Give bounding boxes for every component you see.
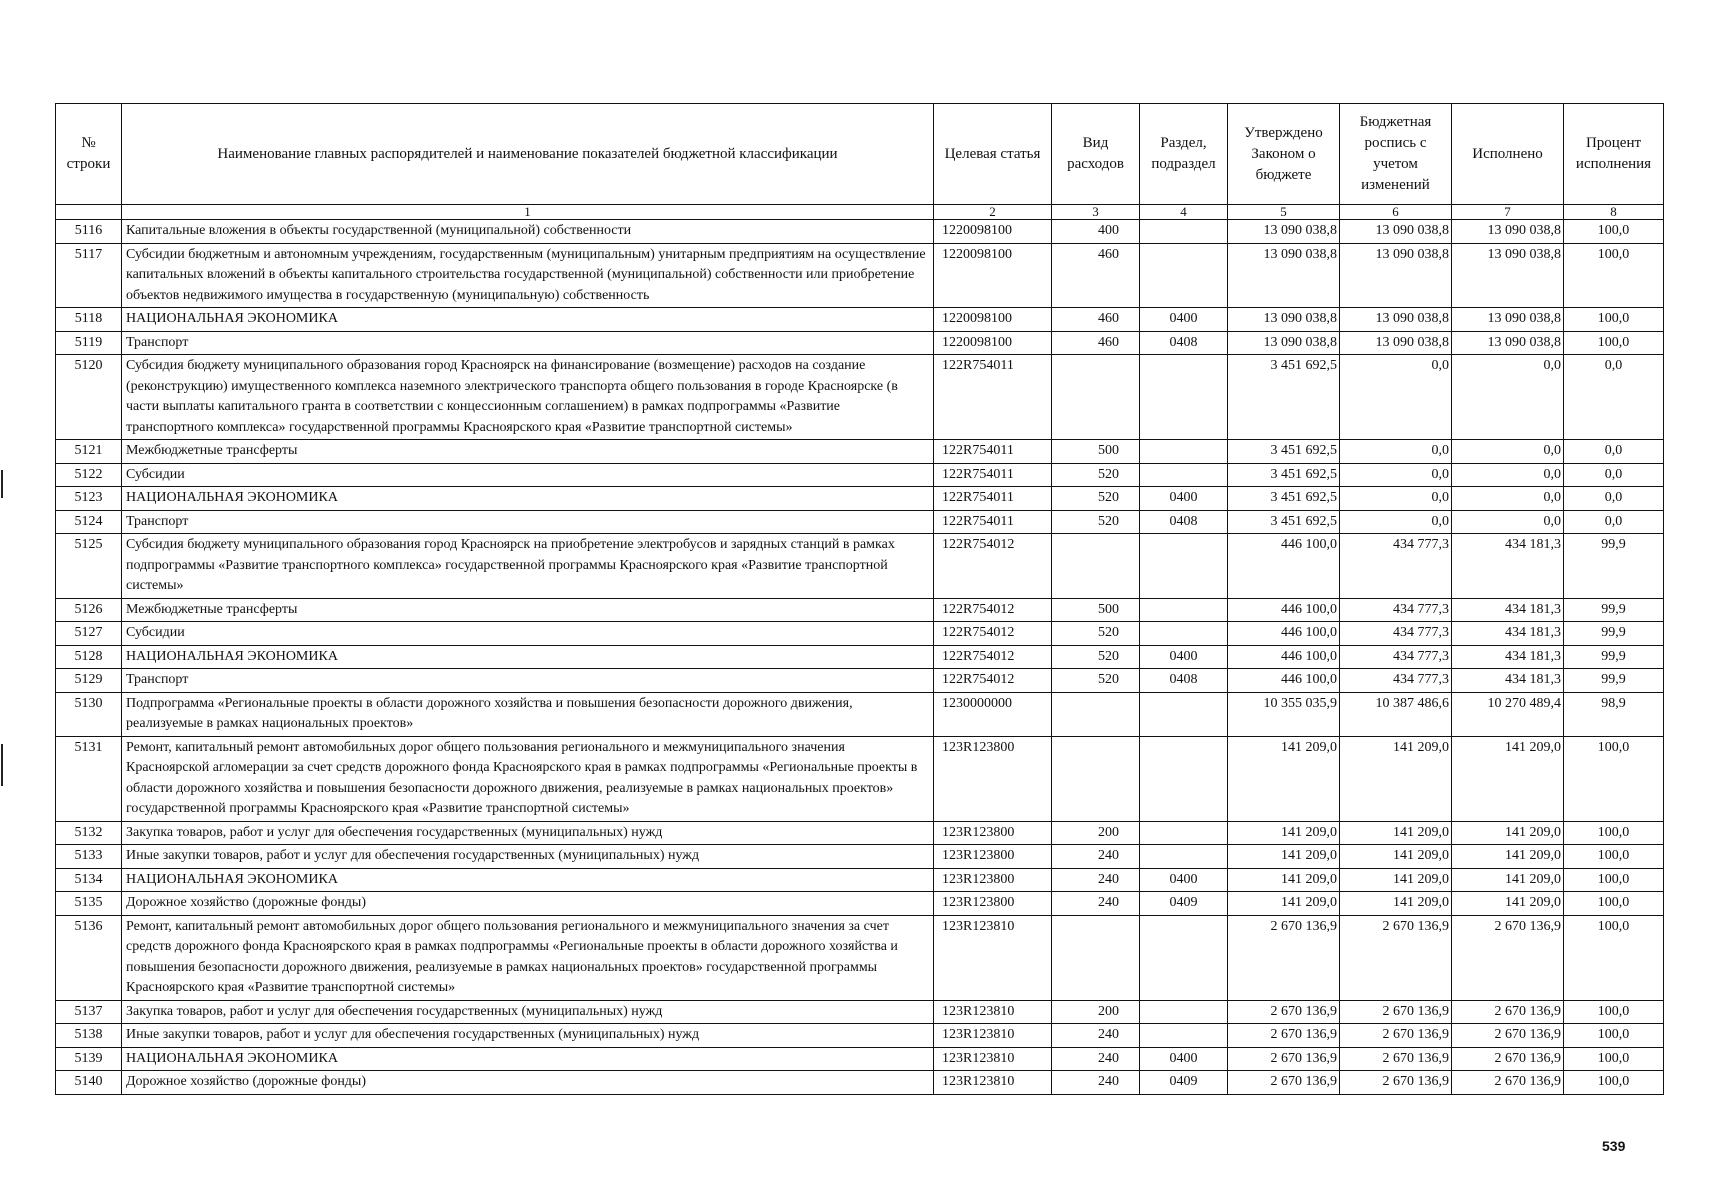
cell-section-subsection <box>1140 598 1228 622</box>
table-row <box>56 534 1664 599</box>
cell-section-subsection <box>1140 692 1228 736</box>
cell-budget-schedule: 2 670 136,9 <box>1340 1000 1452 1024</box>
cell-execution-percent: 100,0 <box>1564 1071 1664 1095</box>
cell-target-article: 122R754011 <box>934 463 1052 487</box>
cell-approved-by-law: 10 355 035,9 <box>1228 692 1340 736</box>
cell-expense-type: 500 <box>1052 440 1140 464</box>
cell-approved-by-law: 141 209,0 <box>1228 845 1340 869</box>
cell-approved-by-law: 2 670 136,9 <box>1228 1071 1340 1095</box>
cell-section-subsection: 0409 <box>1140 892 1228 916</box>
cell-target-article: 122R754011 <box>934 355 1052 440</box>
table-row <box>56 622 1664 646</box>
cell-indicator-name: Капитальные вложения в объекты государственной (муниципальной) собственности <box>122 220 934 244</box>
table-row <box>56 308 1664 332</box>
cell-row-number: 5123 <box>56 487 122 511</box>
page-number: 539 <box>1602 1138 1626 1154</box>
cell-budget-schedule: 434 777,3 <box>1340 622 1452 646</box>
cell-row-number: 5132 <box>56 821 122 845</box>
cell-approved-by-law: 446 100,0 <box>1228 645 1340 669</box>
column-number-section-subsection: 4 <box>1140 205 1228 220</box>
cell-approved-by-law: 446 100,0 <box>1228 669 1340 693</box>
cell-budget-schedule: 0,0 <box>1340 510 1452 534</box>
table-body <box>56 220 1664 1095</box>
cell-budget-schedule: 141 209,0 <box>1340 845 1452 869</box>
cell-budget-schedule: 0,0 <box>1340 440 1452 464</box>
cell-executed: 2 670 136,9 <box>1452 1071 1564 1095</box>
cell-row-number: 5122 <box>56 463 122 487</box>
column-number-executed: 7 <box>1452 205 1564 220</box>
cell-section-subsection: 0400 <box>1140 308 1228 332</box>
column-number-approved-by-law: 5 <box>1228 205 1340 220</box>
cell-execution-percent: 100,0 <box>1564 243 1664 308</box>
cell-target-article: 122R754012 <box>934 622 1052 646</box>
cell-execution-percent: 100,0 <box>1564 821 1664 845</box>
cell-expense-type <box>1052 692 1140 736</box>
cell-executed: 141 209,0 <box>1452 892 1564 916</box>
cell-row-number: 5140 <box>56 1071 122 1095</box>
cell-expense-type: 500 <box>1052 598 1140 622</box>
cell-section-subsection <box>1140 845 1228 869</box>
cell-indicator-name: НАЦИОНАЛЬНАЯ ЭКОНОМИКА <box>122 868 934 892</box>
cell-section-subsection <box>1140 1024 1228 1048</box>
cell-section-subsection <box>1140 1000 1228 1024</box>
cell-executed: 434 181,3 <box>1452 645 1564 669</box>
cell-target-article: 122R754012 <box>934 598 1052 622</box>
cell-budget-schedule: 10 387 486,6 <box>1340 692 1452 736</box>
cell-approved-by-law: 141 209,0 <box>1228 736 1340 821</box>
table-row <box>56 220 1664 244</box>
cell-indicator-name: Дорожное хозяйство (дорожные фонды) <box>122 1071 934 1095</box>
cell-target-article: 122R754011 <box>934 487 1052 511</box>
cell-approved-by-law: 3 451 692,5 <box>1228 440 1340 464</box>
cell-row-number: 5129 <box>56 669 122 693</box>
cell-expense-type: 520 <box>1052 622 1140 646</box>
cell-section-subsection <box>1140 534 1228 599</box>
cell-execution-percent: 98,9 <box>1564 692 1664 736</box>
cell-approved-by-law: 446 100,0 <box>1228 622 1340 646</box>
cell-section-subsection: 0400 <box>1140 868 1228 892</box>
cell-execution-percent: 99,9 <box>1564 622 1664 646</box>
cell-budget-schedule: 434 777,3 <box>1340 645 1452 669</box>
cell-indicator-name: НАЦИОНАЛЬНАЯ ЭКОНОМИКА <box>122 487 934 511</box>
cell-section-subsection <box>1140 915 1228 1000</box>
table-row <box>56 669 1664 693</box>
column-number-target-article: 2 <box>934 205 1052 220</box>
cell-executed: 0,0 <box>1452 440 1564 464</box>
cell-indicator-name: Субсидия бюджету муниципального образования город Красноярск на финансирование (возмещение) расходов на создание (реконструкцию) имущественного комплекса наземного электрического транспорта общего пользования в городе Красноярске (в части выплаты капитального гранта в соответствии с концессионным соглашением) в рамках подпрограммы «Развитие транспортного комплекса» государственной программы Красноярского края «Развитие транспортной системы» <box>122 355 934 440</box>
cell-execution-percent: 100,0 <box>1564 736 1664 821</box>
cell-section-subsection: 0408 <box>1140 510 1228 534</box>
cell-budget-schedule: 13 090 038,8 <box>1340 220 1452 244</box>
header-expense-type: Вид расходов <box>1052 104 1140 205</box>
table-row <box>56 331 1664 355</box>
cell-row-number: 5116 <box>56 220 122 244</box>
cell-executed: 2 670 136,9 <box>1452 1047 1564 1071</box>
cell-execution-percent: 99,9 <box>1564 645 1664 669</box>
cell-indicator-name: Дорожное хозяйство (дорожные фонды) <box>122 892 934 916</box>
cell-target-article: 123R123810 <box>934 915 1052 1000</box>
column-number-budget-schedule: 6 <box>1340 205 1452 220</box>
cell-executed: 434 181,3 <box>1452 598 1564 622</box>
cell-indicator-name: Закупка товаров, работ и услуг для обеспечения государственных (муниципальных) нужд <box>122 1000 934 1024</box>
column-number-row-number <box>56 205 122 220</box>
cell-section-subsection: 0409 <box>1140 1071 1228 1095</box>
cell-executed: 2 670 136,9 <box>1452 1024 1564 1048</box>
cell-approved-by-law: 13 090 038,8 <box>1228 308 1340 332</box>
cell-target-article: 122R754012 <box>934 645 1052 669</box>
cell-indicator-name: Субсидии <box>122 463 934 487</box>
cell-target-article: 1220098100 <box>934 331 1052 355</box>
table-row <box>56 1000 1664 1024</box>
cell-expense-type <box>1052 534 1140 599</box>
cell-executed: 141 209,0 <box>1452 821 1564 845</box>
cell-budget-schedule: 13 090 038,8 <box>1340 308 1452 332</box>
cell-expense-type: 460 <box>1052 308 1140 332</box>
column-number-expense-type: 3 <box>1052 205 1140 220</box>
table-row <box>56 355 1664 440</box>
cell-indicator-name: Подпрограмма «Региональные проекты в области дорожного хозяйства и повышения безопасности дорожного движения, реализуемые в рамках национальных проектов» <box>122 692 934 736</box>
cell-target-article: 1220098100 <box>934 308 1052 332</box>
cell-section-subsection: 0408 <box>1140 331 1228 355</box>
cell-indicator-name: Субсидия бюджету муниципального образования город Красноярск на приобретение электробусов и зарядных станций в рамках подпрограммы «Развитие транспортного комплекса» государственной программы Красноярского края «Развитие транспортной системы» <box>122 534 934 599</box>
cell-target-article: 123R123800 <box>934 868 1052 892</box>
cell-row-number: 5136 <box>56 915 122 1000</box>
header-section-subsection: Раздел, подраздел <box>1140 104 1228 205</box>
table-row <box>56 1047 1664 1071</box>
cell-section-subsection <box>1140 622 1228 646</box>
cell-section-subsection <box>1140 243 1228 308</box>
budget-execution-table <box>55 103 1664 1095</box>
cell-executed: 141 209,0 <box>1452 736 1564 821</box>
cell-approved-by-law: 2 670 136,9 <box>1228 1047 1340 1071</box>
cell-execution-percent: 100,0 <box>1564 1000 1664 1024</box>
cell-indicator-name: Субсидии бюджетным и автономным учреждениям, государственным (муниципальным) унитарным предприятиям на осуществление капитальных вложений в объекты капитального строительства государственной (муниципальной) собственности или приобретение объектов недвижимого имущества в государственную (муниципальную) собственность <box>122 243 934 308</box>
cell-expense-type <box>1052 736 1140 821</box>
cell-expense-type: 240 <box>1052 868 1140 892</box>
cell-target-article: 1230000000 <box>934 692 1052 736</box>
cell-executed: 13 090 038,8 <box>1452 331 1564 355</box>
cell-section-subsection: 0400 <box>1140 1047 1228 1071</box>
cell-execution-percent: 99,9 <box>1564 598 1664 622</box>
cell-approved-by-law: 2 670 136,9 <box>1228 915 1340 1000</box>
cell-expense-type: 200 <box>1052 821 1140 845</box>
cell-expense-type: 520 <box>1052 510 1140 534</box>
cell-executed: 13 090 038,8 <box>1452 243 1564 308</box>
table-row <box>56 1024 1664 1048</box>
cell-approved-by-law: 3 451 692,5 <box>1228 355 1340 440</box>
cell-approved-by-law: 446 100,0 <box>1228 598 1340 622</box>
cell-row-number: 5135 <box>56 892 122 916</box>
cell-row-number: 5133 <box>56 845 122 869</box>
cell-execution-percent: 100,0 <box>1564 1047 1664 1071</box>
cell-expense-type: 240 <box>1052 892 1140 916</box>
column-number-indicator-name: 1 <box>122 205 934 220</box>
header-executed: Исполнено <box>1452 104 1564 205</box>
cell-budget-schedule: 141 209,0 <box>1340 868 1452 892</box>
cell-section-subsection <box>1140 355 1228 440</box>
cell-row-number: 5137 <box>56 1000 122 1024</box>
cell-indicator-name: Транспорт <box>122 510 934 534</box>
cell-execution-percent: 0,0 <box>1564 487 1664 511</box>
header-indicator-name: Наименование главных распорядителей и наименование показателей бюджетной классификации <box>122 104 934 205</box>
cell-executed: 434 181,3 <box>1452 669 1564 693</box>
cell-budget-schedule: 2 670 136,9 <box>1340 1047 1452 1071</box>
cell-row-number: 5117 <box>56 243 122 308</box>
cell-approved-by-law: 141 209,0 <box>1228 868 1340 892</box>
table-row <box>56 1071 1664 1095</box>
cell-target-article: 122R754012 <box>934 534 1052 599</box>
cell-budget-schedule: 141 209,0 <box>1340 892 1452 916</box>
cell-target-article: 122R754011 <box>934 440 1052 464</box>
cell-section-subsection <box>1140 440 1228 464</box>
cell-approved-by-law: 13 090 038,8 <box>1228 243 1340 308</box>
cell-section-subsection <box>1140 821 1228 845</box>
cell-budget-schedule: 434 777,3 <box>1340 534 1452 599</box>
cell-budget-schedule: 434 777,3 <box>1340 598 1452 622</box>
cell-expense-type: 240 <box>1052 1071 1140 1095</box>
cell-executed: 141 209,0 <box>1452 845 1564 869</box>
cell-execution-percent: 100,0 <box>1564 220 1664 244</box>
cell-budget-schedule: 2 670 136,9 <box>1340 915 1452 1000</box>
cell-section-subsection <box>1140 736 1228 821</box>
cell-budget-schedule: 0,0 <box>1340 487 1452 511</box>
cell-target-article: 123R123800 <box>934 892 1052 916</box>
cell-indicator-name: Ремонт, капитальный ремонт автомобильных дорог общего пользования регионального и межмуниципального значения Красноярской агломерации за счет средств дорожного фонда Красноярского края в рамках подпрограммы «Региональные проекты в области дорожного хозяйства и повышения безопасности дорожного движения, реализуемые в рамках национальных проектов» государственной программы Красноярского края «Развитие транспортной системы» <box>122 736 934 821</box>
cell-execution-percent: 0,0 <box>1564 510 1664 534</box>
cell-executed: 434 181,3 <box>1452 534 1564 599</box>
cell-target-article: 122R754011 <box>934 510 1052 534</box>
cell-expense-type: 520 <box>1052 487 1140 511</box>
cell-section-subsection <box>1140 463 1228 487</box>
cell-expense-type: 520 <box>1052 669 1140 693</box>
cell-approved-by-law: 141 209,0 <box>1228 821 1340 845</box>
cell-row-number: 5134 <box>56 868 122 892</box>
cell-row-number: 5124 <box>56 510 122 534</box>
cell-expense-type: 400 <box>1052 220 1140 244</box>
table-row <box>56 645 1664 669</box>
cell-expense-type: 240 <box>1052 1024 1140 1048</box>
cell-approved-by-law: 2 670 136,9 <box>1228 1000 1340 1024</box>
cell-execution-percent: 0,0 <box>1564 355 1664 440</box>
cell-indicator-name: Субсидии <box>122 622 934 646</box>
table-row <box>56 821 1664 845</box>
cell-execution-percent: 99,9 <box>1564 669 1664 693</box>
cell-target-article: 1220098100 <box>934 220 1052 244</box>
cell-row-number: 5127 <box>56 622 122 646</box>
table-row <box>56 868 1664 892</box>
header-budget-schedule: Бюджетная роспись с учетом изменений <box>1340 104 1452 205</box>
table-row <box>56 915 1664 1000</box>
cell-row-number: 5126 <box>56 598 122 622</box>
cell-section-subsection <box>1140 220 1228 244</box>
cell-approved-by-law: 13 090 038,8 <box>1228 220 1340 244</box>
cell-target-article: 123R123800 <box>934 845 1052 869</box>
cell-indicator-name: Транспорт <box>122 331 934 355</box>
cell-row-number: 5120 <box>56 355 122 440</box>
cell-target-article: 123R123810 <box>934 1024 1052 1048</box>
cell-indicator-name: Иные закупки товаров, работ и услуг для обеспечения государственных (муниципальных) нужд <box>122 1024 934 1048</box>
cell-approved-by-law: 446 100,0 <box>1228 534 1340 599</box>
cell-execution-percent: 0,0 <box>1564 463 1664 487</box>
cell-executed: 141 209,0 <box>1452 868 1564 892</box>
cell-budget-schedule: 2 670 136,9 <box>1340 1024 1452 1048</box>
budget-execution-table-sheet <box>55 103 1664 1095</box>
cell-target-article: 123R123800 <box>934 736 1052 821</box>
cell-executed: 13 090 038,8 <box>1452 220 1564 244</box>
cell-execution-percent: 0,0 <box>1564 440 1664 464</box>
cell-executed: 0,0 <box>1452 487 1564 511</box>
cell-target-article: 123R123810 <box>934 1000 1052 1024</box>
cell-row-number: 5128 <box>56 645 122 669</box>
cell-indicator-name: Межбюджетные трансферты <box>122 440 934 464</box>
cell-budget-schedule: 0,0 <box>1340 463 1452 487</box>
table-row <box>56 463 1664 487</box>
cell-section-subsection: 0400 <box>1140 487 1228 511</box>
cell-indicator-name: НАЦИОНАЛЬНАЯ ЭКОНОМИКА <box>122 1047 934 1071</box>
cell-execution-percent: 100,0 <box>1564 915 1664 1000</box>
cell-execution-percent: 99,9 <box>1564 534 1664 599</box>
cell-row-number: 5139 <box>56 1047 122 1071</box>
cell-budget-schedule: 13 090 038,8 <box>1340 243 1452 308</box>
table-row <box>56 598 1664 622</box>
cell-target-article: 123R123810 <box>934 1071 1052 1095</box>
cell-budget-schedule: 141 209,0 <box>1340 736 1452 821</box>
table-row <box>56 692 1664 736</box>
cell-indicator-name: Межбюджетные трансферты <box>122 598 934 622</box>
cell-approved-by-law: 3 451 692,5 <box>1228 463 1340 487</box>
cell-indicator-name: Иные закупки товаров, работ и услуг для обеспечения государственных (муниципальных) нужд <box>122 845 934 869</box>
header-approved-by-law: Утверждено Законом о бюджете <box>1228 104 1340 205</box>
cell-expense-type: 240 <box>1052 1047 1140 1071</box>
cell-indicator-name: Ремонт, капитальный ремонт автомобильных дорог общего пользования регионального и межмуниципального значения за счет средств дорожного фонда Красноярского края в рамках подпрограммы «Региональные проекты в области дорожного хозяйства и повышения безопасности дорожного движения, реализуемые в рамках национальных проектов» государственной программы Красноярского края «Развитие транспортной системы» <box>122 915 934 1000</box>
cell-budget-schedule: 0,0 <box>1340 355 1452 440</box>
table-row <box>56 487 1664 511</box>
cell-executed: 0,0 <box>1452 510 1564 534</box>
cell-approved-by-law: 3 451 692,5 <box>1228 510 1340 534</box>
cell-target-article: 123R123810 <box>934 1047 1052 1071</box>
table-row <box>56 510 1664 534</box>
cell-approved-by-law: 3 451 692,5 <box>1228 487 1340 511</box>
cell-row-number: 5119 <box>56 331 122 355</box>
cell-row-number: 5131 <box>56 736 122 821</box>
cell-execution-percent: 100,0 <box>1564 1024 1664 1048</box>
cell-indicator-name: Закупка товаров, работ и услуг для обеспечения государственных (муниципальных) нужд <box>122 821 934 845</box>
scan-edge-mark <box>1 744 3 786</box>
cell-expense-type: 460 <box>1052 243 1140 308</box>
column-number-execution-percent: 8 <box>1564 205 1664 220</box>
cell-expense-type: 200 <box>1052 1000 1140 1024</box>
cell-expense-type <box>1052 915 1140 1000</box>
cell-executed: 434 181,3 <box>1452 622 1564 646</box>
cell-target-article: 123R123800 <box>934 821 1052 845</box>
cell-executed: 0,0 <box>1452 463 1564 487</box>
cell-section-subsection: 0408 <box>1140 669 1228 693</box>
cell-approved-by-law: 2 670 136,9 <box>1228 1024 1340 1048</box>
cell-indicator-name: Транспорт <box>122 669 934 693</box>
cell-row-number: 5125 <box>56 534 122 599</box>
cell-approved-by-law: 13 090 038,8 <box>1228 331 1340 355</box>
cell-indicator-name: НАЦИОНАЛЬНАЯ ЭКОНОМИКА <box>122 308 934 332</box>
cell-executed: 2 670 136,9 <box>1452 915 1564 1000</box>
cell-executed: 13 090 038,8 <box>1452 308 1564 332</box>
header-execution-percent: Процент исполнения <box>1564 104 1664 205</box>
cell-execution-percent: 100,0 <box>1564 868 1664 892</box>
cell-expense-type <box>1052 355 1140 440</box>
cell-execution-percent: 100,0 <box>1564 892 1664 916</box>
cell-section-subsection: 0400 <box>1140 645 1228 669</box>
header-target-article: Целевая статья <box>934 104 1052 205</box>
cell-execution-percent: 100,0 <box>1564 308 1664 332</box>
cell-target-article: 1220098100 <box>934 243 1052 308</box>
table-row <box>56 892 1664 916</box>
table-row <box>56 440 1664 464</box>
table-row <box>56 845 1664 869</box>
cell-expense-type: 520 <box>1052 463 1140 487</box>
cell-executed: 2 670 136,9 <box>1452 1000 1564 1024</box>
cell-row-number: 5138 <box>56 1024 122 1048</box>
table-row <box>56 243 1664 308</box>
cell-row-number: 5118 <box>56 308 122 332</box>
cell-expense-type: 240 <box>1052 845 1140 869</box>
cell-execution-percent: 100,0 <box>1564 845 1664 869</box>
cell-approved-by-law: 141 209,0 <box>1228 892 1340 916</box>
cell-execution-percent: 100,0 <box>1564 331 1664 355</box>
cell-executed: 10 270 489,4 <box>1452 692 1564 736</box>
cell-executed: 0,0 <box>1452 355 1564 440</box>
cell-target-article: 122R754012 <box>934 669 1052 693</box>
cell-row-number: 5130 <box>56 692 122 736</box>
scan-edge-mark <box>1 470 3 498</box>
cell-indicator-name: НАЦИОНАЛЬНАЯ ЭКОНОМИКА <box>122 645 934 669</box>
cell-budget-schedule: 2 670 136,9 <box>1340 1071 1452 1095</box>
table-row <box>56 736 1664 821</box>
cell-row-number: 5121 <box>56 440 122 464</box>
cell-budget-schedule: 13 090 038,8 <box>1340 331 1452 355</box>
column-number-row <box>56 205 1664 220</box>
cell-budget-schedule: 434 777,3 <box>1340 669 1452 693</box>
table-header-row <box>56 104 1664 205</box>
cell-budget-schedule: 141 209,0 <box>1340 821 1452 845</box>
cell-expense-type: 460 <box>1052 331 1140 355</box>
header-row-number: № строки <box>56 104 122 205</box>
cell-expense-type: 520 <box>1052 645 1140 669</box>
